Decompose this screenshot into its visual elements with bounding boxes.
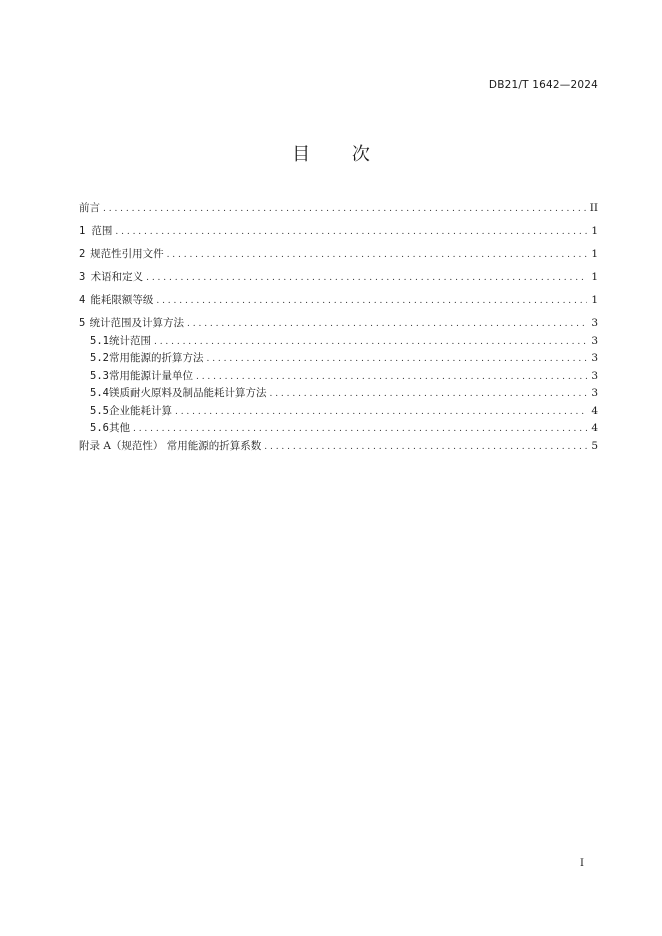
standard-code: DB21/T 1642—2024 xyxy=(488,79,598,91)
toc-entry-normative-references[interactable] xyxy=(79,246,598,264)
toc-entry-5-3[interactable] xyxy=(79,368,598,386)
toc-entry-5-4[interactable] xyxy=(79,385,598,403)
toc-entry-label: 术语和定义 xyxy=(90,271,144,283)
toc-entry-label: 常用能源的折算方法 xyxy=(108,352,204,364)
toc-entry-5-5[interactable] xyxy=(79,403,598,421)
toc-leader-dots xyxy=(154,333,587,351)
toc-entry-foreword[interactable] xyxy=(79,200,598,218)
toc-leader-dots xyxy=(175,403,587,421)
toc-entry-number: 5 xyxy=(79,317,86,329)
table-of-contents xyxy=(79,200,598,455)
toc-entry-5-2[interactable] xyxy=(79,350,598,368)
toc-entry-energy-limit-grades[interactable] xyxy=(79,292,598,310)
toc-leader-dots xyxy=(187,315,587,333)
toc-entry-5-6[interactable] xyxy=(79,420,598,438)
toc-leader-dots xyxy=(156,292,587,310)
page-number: I xyxy=(580,858,584,869)
toc-entry-number: 2 xyxy=(79,248,86,260)
toc-entry-scope[interactable] xyxy=(79,223,598,241)
toc-entry-statistics-calculation[interactable] xyxy=(79,315,598,333)
toc-entry-number: 5.2 xyxy=(90,352,109,364)
toc-entry-label: 常用能源计量单位 xyxy=(108,369,193,382)
toc-entry-number: 5.3 xyxy=(90,369,109,382)
toc-entry-label: 统计范围 xyxy=(108,334,151,347)
toc-entry-page: 3 xyxy=(591,352,598,364)
toc-entry-page: 1 xyxy=(591,294,598,306)
toc-entry-label: 其他 xyxy=(108,422,130,434)
toc-entry-number: 5.6 xyxy=(90,422,109,434)
toc-entry-number: 4 xyxy=(79,294,86,306)
toc-entry-number: 5.5 xyxy=(90,404,109,417)
toc-entry-label: 范围 xyxy=(91,225,113,237)
toc-leader-dots xyxy=(103,200,586,218)
toc-entry-label: 规范性引用文件 xyxy=(90,248,164,260)
toc-entry-label: 附录 A（规范性） 常用能源的折算系数 xyxy=(79,439,262,452)
toc-leader-dots xyxy=(167,246,588,264)
toc-entry-number: 3 xyxy=(79,271,86,283)
toc-entry-page: 5 xyxy=(591,439,598,452)
toc-leader-dots xyxy=(269,385,587,403)
toc-entry-page: 3 xyxy=(591,317,598,329)
toc-entry-page: 4 xyxy=(591,404,598,417)
toc-entry-terms-definitions[interactable] xyxy=(79,269,598,287)
toc-leader-dots xyxy=(133,420,587,438)
toc-entry-label: 能耗限额等级 xyxy=(90,294,154,306)
toc-entry-label: 镁质耐火原料及制品能耗计算方法 xyxy=(108,387,267,399)
toc-leader-dots xyxy=(196,368,587,386)
toc-entry-page: 1 xyxy=(591,248,598,260)
toc-leader-dots xyxy=(264,438,587,456)
toc-leader-dots xyxy=(206,350,587,368)
toc-entry-label: 前言 xyxy=(79,202,100,214)
page-title: 目 次 xyxy=(292,144,388,165)
toc-entry-appendix-a[interactable] xyxy=(79,438,598,456)
toc-entry-5-1[interactable] xyxy=(79,333,598,351)
toc-leader-dots xyxy=(146,269,587,287)
toc-entry-page: 1 xyxy=(591,225,598,237)
toc-entry-label: 企业能耗计算 xyxy=(108,404,172,417)
toc-entry-number: 5.4 xyxy=(90,387,109,399)
toc-entry-page: II xyxy=(589,202,598,214)
toc-entry-page: 1 xyxy=(591,271,598,283)
toc-entry-page: 3 xyxy=(591,387,598,399)
toc-entry-page: 3 xyxy=(591,369,598,382)
toc-leader-dots xyxy=(115,223,587,241)
toc-entry-page: 3 xyxy=(591,334,598,347)
toc-entry-page: 4 xyxy=(591,422,598,434)
toc-entry-number: 5.1 xyxy=(90,334,109,347)
toc-entry-label: 统计范围及计算方法 xyxy=(89,317,185,329)
toc-entry-number: 1 xyxy=(79,225,86,237)
